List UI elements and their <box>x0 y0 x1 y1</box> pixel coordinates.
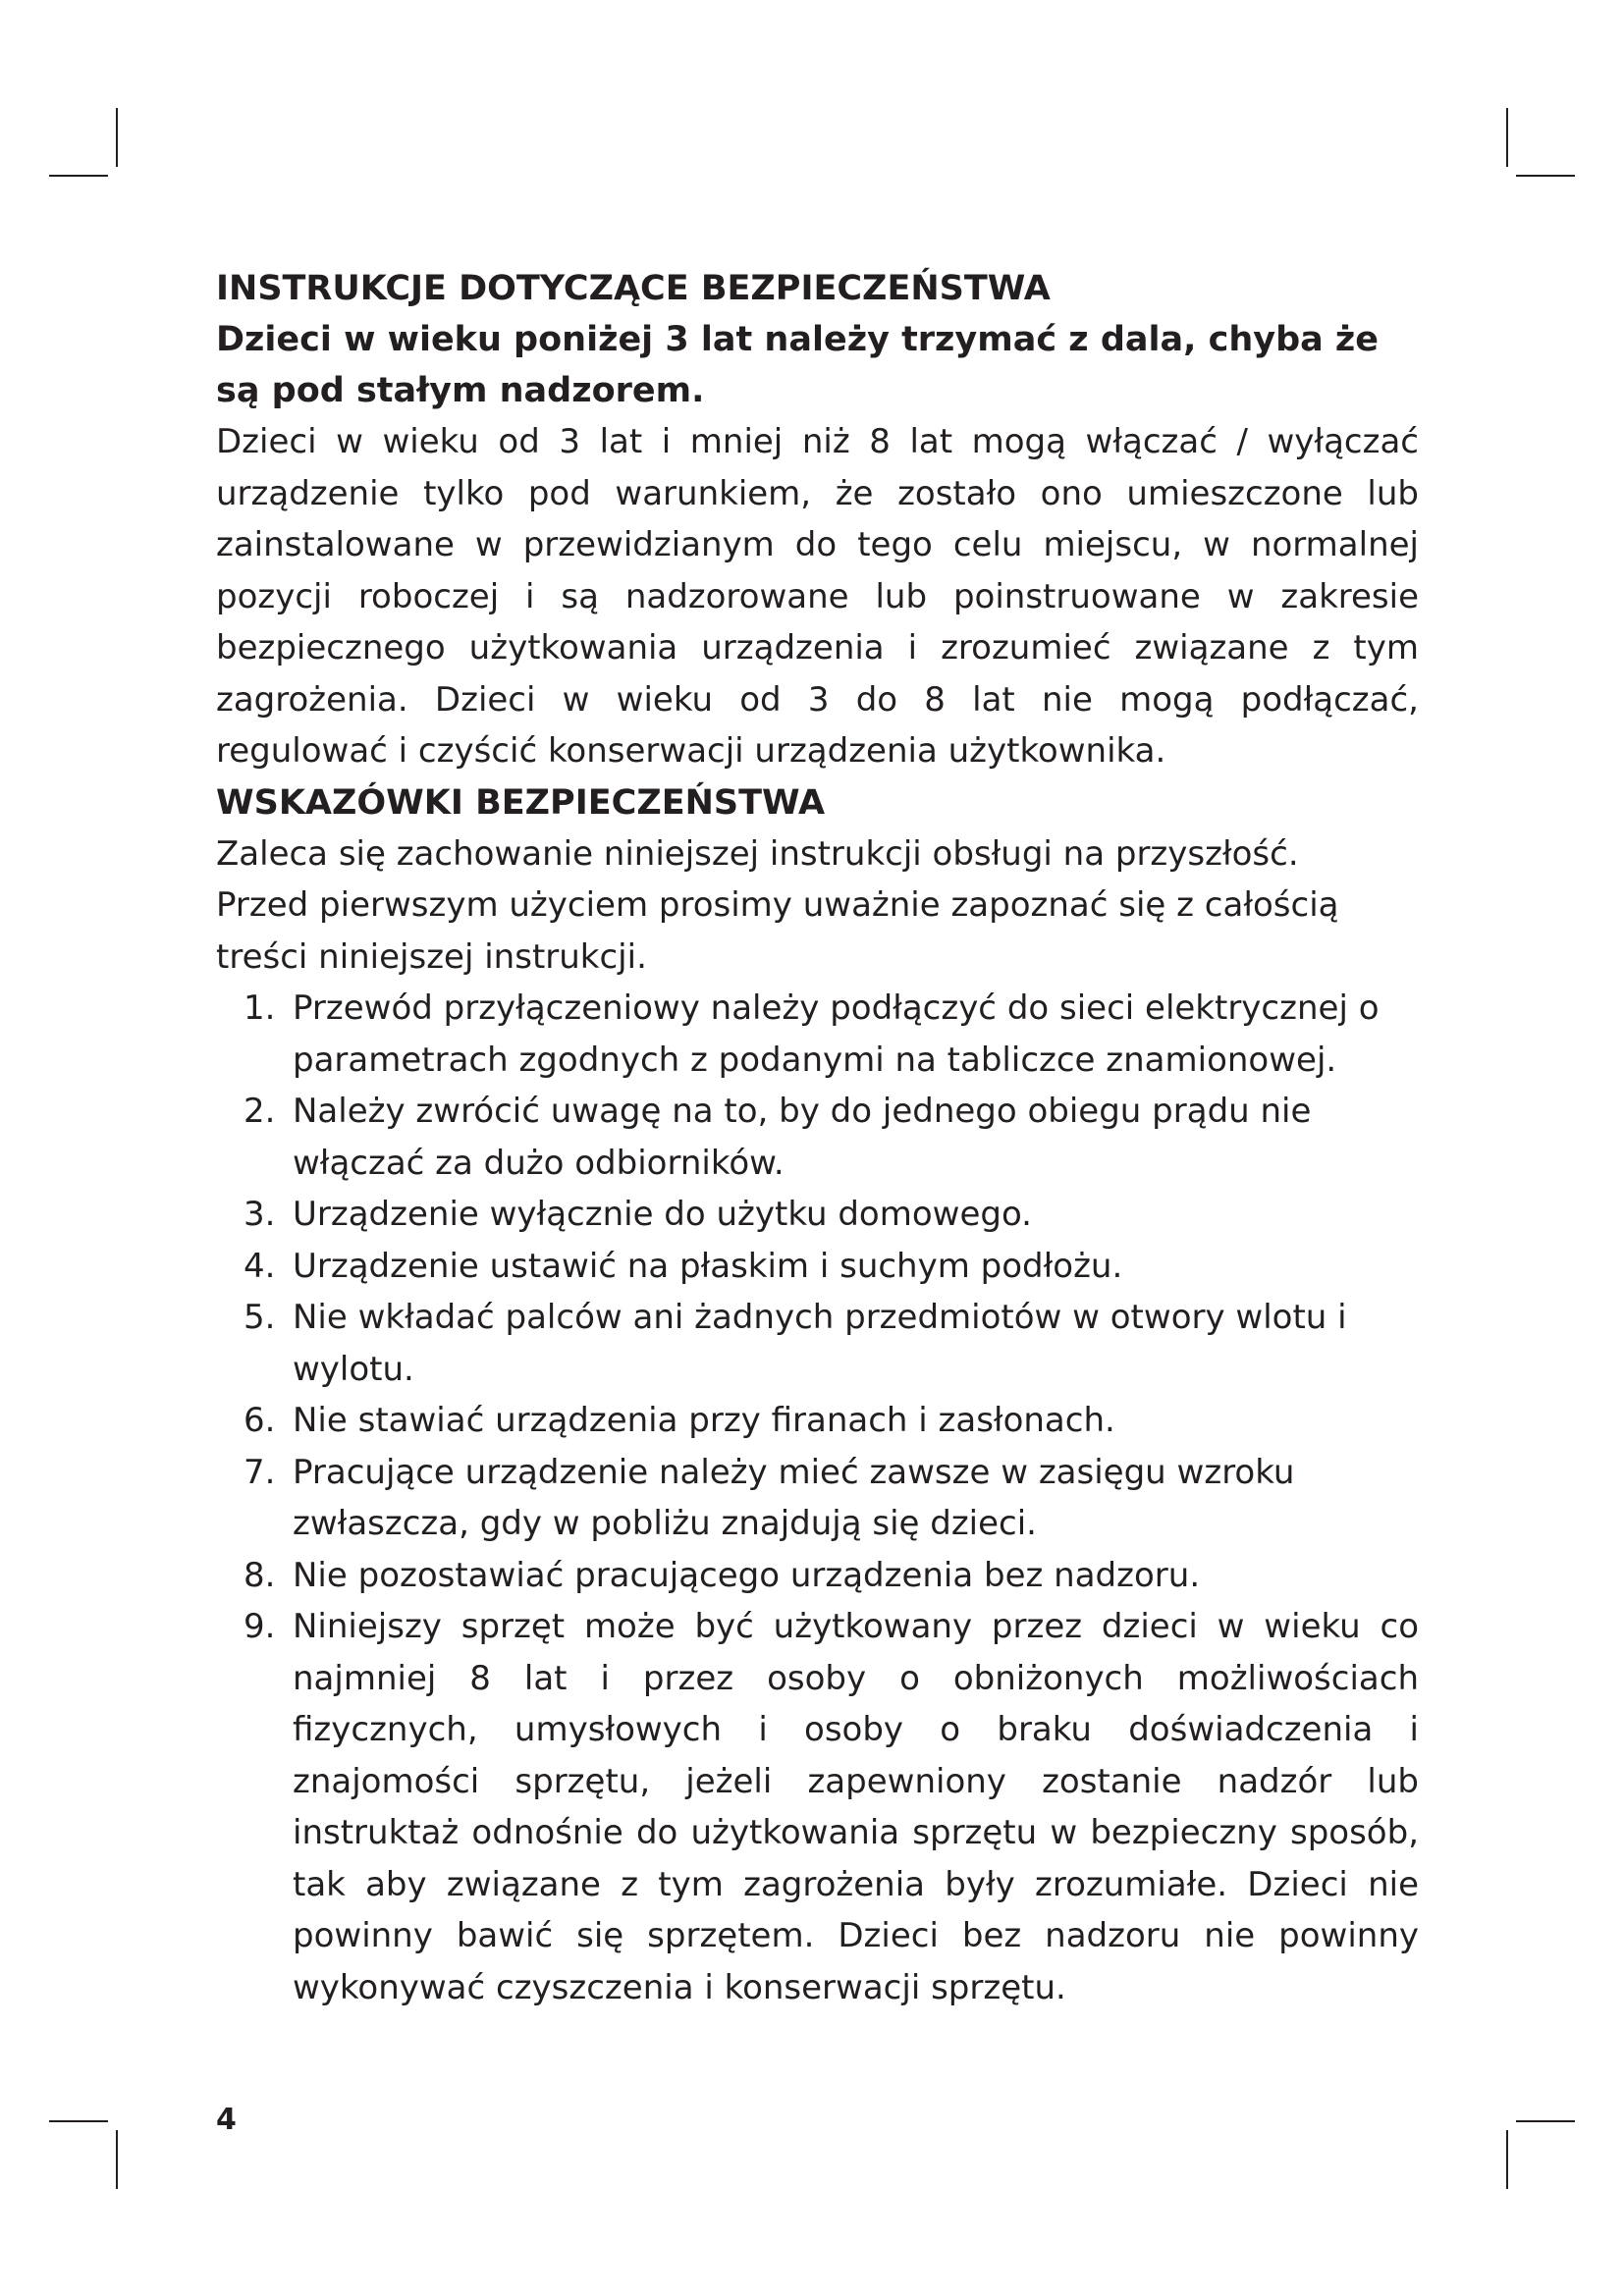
item-number: 9. <box>244 1607 276 1646</box>
crop-mark-top-left-horizontal <box>49 175 108 177</box>
item-number: 4. <box>244 1246 276 1286</box>
item-text: Przewód przyłączeniowy należy podłączyć do sieci elektrycznej o parametrach zgodnych z podanymi na tabliczce znamionowej. <box>293 988 1380 1080</box>
list-item <box>216 1086 1419 1189</box>
list-item <box>216 1292 1419 1395</box>
crop-mark-bottom-right-vertical <box>1506 2130 1508 2189</box>
item-text: Niniejszy sprzęt może być użytkowany przez dzieci w wieku co najmniej 8 lat i przez osoby o obniżonych możliwościach fizycznych, umysłowych i osoby o braku doświadczenia i znajomości sprzętu, jeżeli zapewniony zostanie nadzór lub instruktaż odnośnie do użytkowania sprzętu w bezpieczny sposób, tak aby związane z tym zagrożenia były zrozumiałe. Dzieci nie powinny bawić się sprzętem. Dzieci bez nadzoru nie powinny wykonywać czyszczenia i konserwacji sprzętu. <box>293 1607 1419 2007</box>
safety-list <box>216 983 1419 2013</box>
item-number: 3. <box>244 1195 276 1234</box>
intro-line-1: Zaleca się zachowanie niniejszej instrukcji obsługi na przyszłość. <box>216 833 1299 874</box>
item-text: Urządzenie ustawić na płaskim i suchym podłożu. <box>293 1246 1123 1286</box>
item-text: Nie wkładać palców ani żadnych przedmiotów w otwory wlotu i wylotu. <box>293 1298 1347 1389</box>
page-number: 4 <box>216 2103 237 2137</box>
item-number: 8. <box>244 1555 276 1595</box>
item-text: Urządzenie wyłącznie do użytku domowego. <box>293 1195 1032 1234</box>
item-text: Pracujące urządzenie należy mieć zawsze w zasięgu wzroku zwłaszcza, gdy w pobliżu znajdują się dzieci. <box>293 1452 1295 1543</box>
list-item <box>216 1447 1419 1550</box>
list-item <box>216 1550 1419 1602</box>
item-text: Nie stawiać urządzenia przy firanach i zasłonach. <box>293 1401 1115 1440</box>
intro-line-2: Przed pierwszym użyciem prosimy uważnie zapoznać się z całością treści niniejszej instrukcji. <box>216 885 1339 977</box>
crop-mark-top-left-vertical <box>116 108 118 167</box>
crop-mark-bottom-left-horizontal <box>49 2120 108 2122</box>
item-number: 5. <box>244 1298 276 1337</box>
list-item <box>216 1189 1419 1241</box>
crop-mark-bottom-left-vertical <box>116 2130 118 2189</box>
list-item <box>216 1395 1419 1447</box>
item-number: 1. <box>244 988 276 1028</box>
item-number: 2. <box>244 1092 276 1131</box>
children-paragraph: Dzieci w wieku od 3 lat i mniej niż 8 lat mogą włączać / wyłączać urządzenie tylko pod warunkiem, że zostało ono umieszczone lub zainstalowane w przewidzianym do tego celu miejscu, w normalnej pozycji roboczej i są nadzorowane lub poinstruowane w zakresie bezpiecznego użytkowania urządzenia i zrozumieć związane z tym zagrożenia. Dzieci w wieku od 3 do 8 lat nie mogą podłączać, regulować i czyścić konserwacji urządzenia użytkownika. <box>216 422 1419 771</box>
crop-mark-top-right-vertical <box>1506 108 1508 167</box>
crop-mark-bottom-right-horizontal <box>1516 2120 1575 2122</box>
children-warning: Dzieci w wieku poniżej 3 lat należy trzymać z dala, chyba że są pod stałym nadzorem. <box>216 320 1380 410</box>
item-number: 6. <box>244 1401 276 1440</box>
list-item <box>216 1601 1419 2013</box>
safety-tips-heading: WSKAZÓWKI BEZPIECZEŃSTWA <box>216 782 826 823</box>
crop-mark-top-right-horizontal <box>1516 175 1575 177</box>
item-text: Nie pozostawiać pracującego urządzenia bez nadzoru. <box>293 1555 1201 1595</box>
list-item <box>216 1241 1419 1293</box>
safety-instructions-heading: INSTRUKCJE DOTYCZĄCE BEZPIECZEŃSTWA <box>216 269 1051 308</box>
item-text: Należy zwrócić uwagę na to, by do jednego obiegu prądu nie włączać za dużo odbiorników. <box>293 1092 1312 1183</box>
item-number: 7. <box>244 1452 276 1492</box>
page-content <box>216 263 1419 2013</box>
list-item <box>216 983 1419 1086</box>
